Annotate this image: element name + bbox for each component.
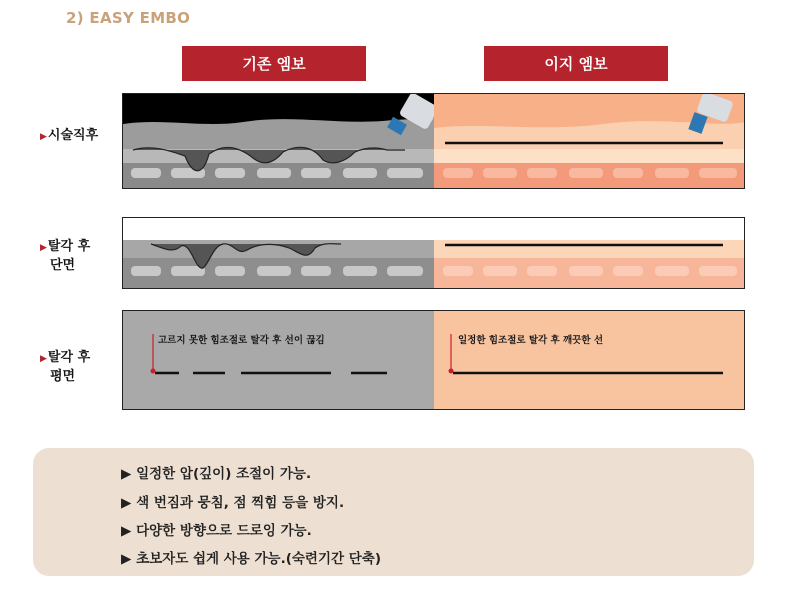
benefits-box [33,448,754,576]
row-label-line: 평면 [50,369,76,384]
benefit-item: ▶ 초보자도 쉽게 사용 가능.(숙련기간 단축) [121,551,382,567]
panel-plane-view [122,310,745,410]
column-header-easy-embo: 이지 엠보 [484,46,668,81]
panel-after-procedure [122,93,745,189]
benefit-item: ▶ 다양한 방향으로 드로잉 가능. [121,523,312,539]
column-header-old-embo: 기존 엠보 [182,46,366,81]
cross-section-illustration [123,218,745,289]
plane-view-illustration [123,311,745,410]
row-label-cross-section [40,238,90,274]
row-label-after-procedure [40,127,98,146]
arrow-right-icon: ▶ [40,243,47,253]
easy-plane-background [434,311,745,410]
easy-pointer-dot [449,369,454,374]
cross-section-top [123,218,745,240]
easy-plane-annotation: 일정한 힘조절로 탈각 후 깨끗한 선 [458,335,604,346]
benefit-item: ▶ 색 번짐과 뭉침, 점 찍힘 등을 방지. [121,495,345,511]
old-pointer-dot [151,369,156,374]
old-plane-background [123,311,434,410]
section-title: 2) EASY EMBO [66,9,191,27]
row-label-line: 탈각 후 [47,350,91,365]
row-label-plane-view [40,349,90,385]
easy-skin-layer [434,149,745,163]
benefit-item: ▶ 일정한 압(깊이) 조절이 가능. [121,466,312,482]
arrow-right-icon: ▶ [40,132,47,142]
row-label-line: 단면 [50,258,76,273]
panel-cross-section [122,217,745,289]
after-procedure-illustration [123,94,745,189]
arrow-right-icon: ▶ [40,354,47,364]
row-label-line: 시술직후 [47,128,99,143]
row-label-line: 탈각 후 [47,239,91,254]
old-plane-annotation: 고르지 못한 힘조절로 탈각 후 선이 끊김 [158,335,325,346]
